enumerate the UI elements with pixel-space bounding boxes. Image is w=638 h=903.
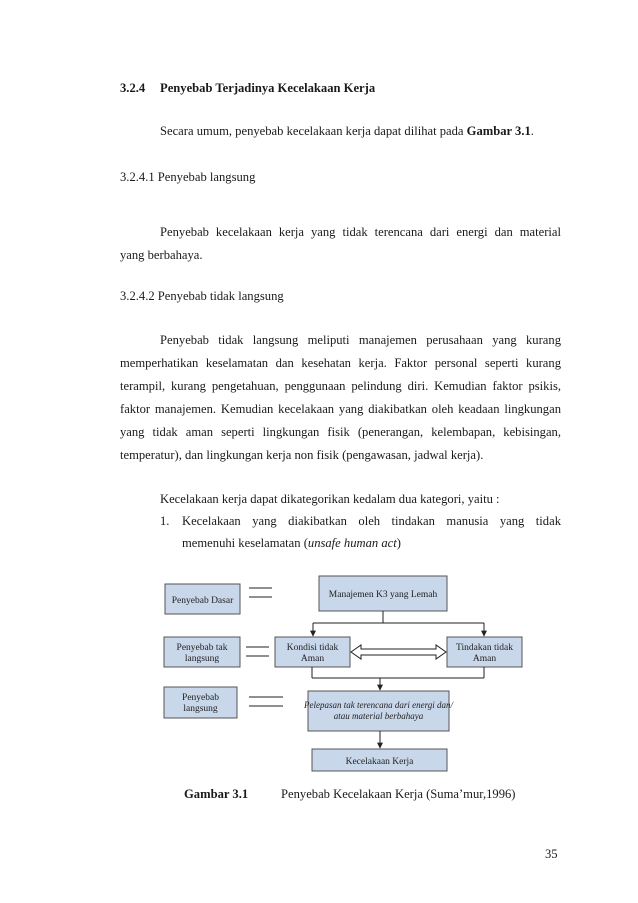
box-penyebab-langsung: [164, 687, 237, 718]
double-arrow: [351, 645, 446, 659]
svg-text:Tindakan tidak: Tindakan tidak: [456, 643, 513, 653]
svg-text:Penyebab Dasar: Penyebab Dasar: [171, 596, 234, 606]
box-pelepasan: [303, 691, 455, 731]
box-manajemen-k3: [319, 576, 447, 611]
svg-text:langsung: langsung: [183, 704, 218, 714]
list-item-line: memenuhi keselamatan (unsafe human act): [182, 536, 401, 550]
list-item-line: Kecelakaan yang diakibatkan oleh tindakan manusia yang tidak: [182, 514, 561, 528]
svg-text:Kondisi tidak: Kondisi tidak: [286, 643, 339, 653]
branch-arrows: [313, 611, 484, 636]
subsection-heading-indirect: 3.2.4.2 Penyebab tidak langsung: [120, 289, 284, 303]
paragraph-line: temperatur), dan lingkungan kerja non fisik (pengawasan, jadwal kerja).: [120, 448, 484, 462]
paragraph-line: memperhatikan keselamatan dan kesehatan kerja. Faktor personal seperti kurang: [120, 356, 561, 370]
figure-reference: Gambar 3.1: [466, 124, 531, 138]
svg-text:Pelepasan tak terencana dari e: Pelepasan tak terencana dari energi dan/: [303, 700, 454, 710]
svg-text:Penyebab: Penyebab: [182, 693, 219, 703]
paragraph-line: yang berbahaya.: [120, 248, 203, 262]
list-number: 1.: [160, 514, 170, 528]
figure-caption-label: Gambar 3.1: [184, 787, 249, 801]
term-unsafe-human-act: unsafe human act: [307, 536, 397, 550]
section-title: Penyebab Terjadinya Kecelakaan Kerja: [160, 81, 376, 95]
categories-intro: Kecelakaan kerja dapat dikategorikan kedalam dua kategori, yaitu :: [160, 492, 500, 506]
subsection-heading-direct: 3.2.4.1 Penyebab langsung: [120, 170, 256, 184]
box-tindakan-tidak-aman: [447, 637, 522, 667]
svg-text:Aman: Aman: [300, 654, 325, 664]
box-penyebab-tak-langsung: [164, 637, 240, 667]
page-number: 35: [545, 847, 558, 861]
figure-caption-text: Penyebab Kecelakaan Kerja (Suma’mur,1996): [281, 787, 516, 801]
box-penyebab-dasar: [165, 584, 240, 614]
paragraph-line: faktor manajemen. Kemudian kecelakaan yang diakibatkan oleh keadaan lingkungan: [120, 402, 561, 416]
svg-text:Kecelakaan Kerja: Kecelakaan Kerja: [345, 757, 414, 767]
paragraph-line: terampil, kurang pengetahuan, penggunaan pelindung diri. Kemudian faktor psikis,: [120, 379, 561, 393]
svg-text:langsung: langsung: [184, 654, 220, 664]
paragraph-line: Penyebab kecelakaan kerja yang tidak terencana dari energi dan material: [160, 225, 561, 239]
section-number: 3.2.4: [120, 81, 146, 95]
intro-paragraph: Secara umum, penyebab kecelakaan kerja dapat dilihat pada Gambar 3.1.: [160, 124, 534, 138]
svg-text:atau material berbahaya: atau material berbahaya: [333, 711, 424, 721]
paragraph-line: yang tidak aman seperti lingkungan fisik (penerangan, kelembapan, kebisingan,: [120, 425, 561, 439]
svg-text:Penyebab tak: Penyebab tak: [176, 643, 228, 653]
svg-text:Aman: Aman: [472, 654, 497, 664]
box-kecelakaan-kerja: [312, 749, 447, 771]
svg-text:Manajemen K3 yang Lemah: Manajemen K3 yang Lemah: [328, 590, 438, 600]
paragraph-line: Penyebab tidak langsung meliputi manajemen perusahaan yang kurang: [160, 333, 561, 347]
box-kondisi-tidak-aman: [275, 637, 350, 667]
merge-arrows: [312, 667, 484, 690]
